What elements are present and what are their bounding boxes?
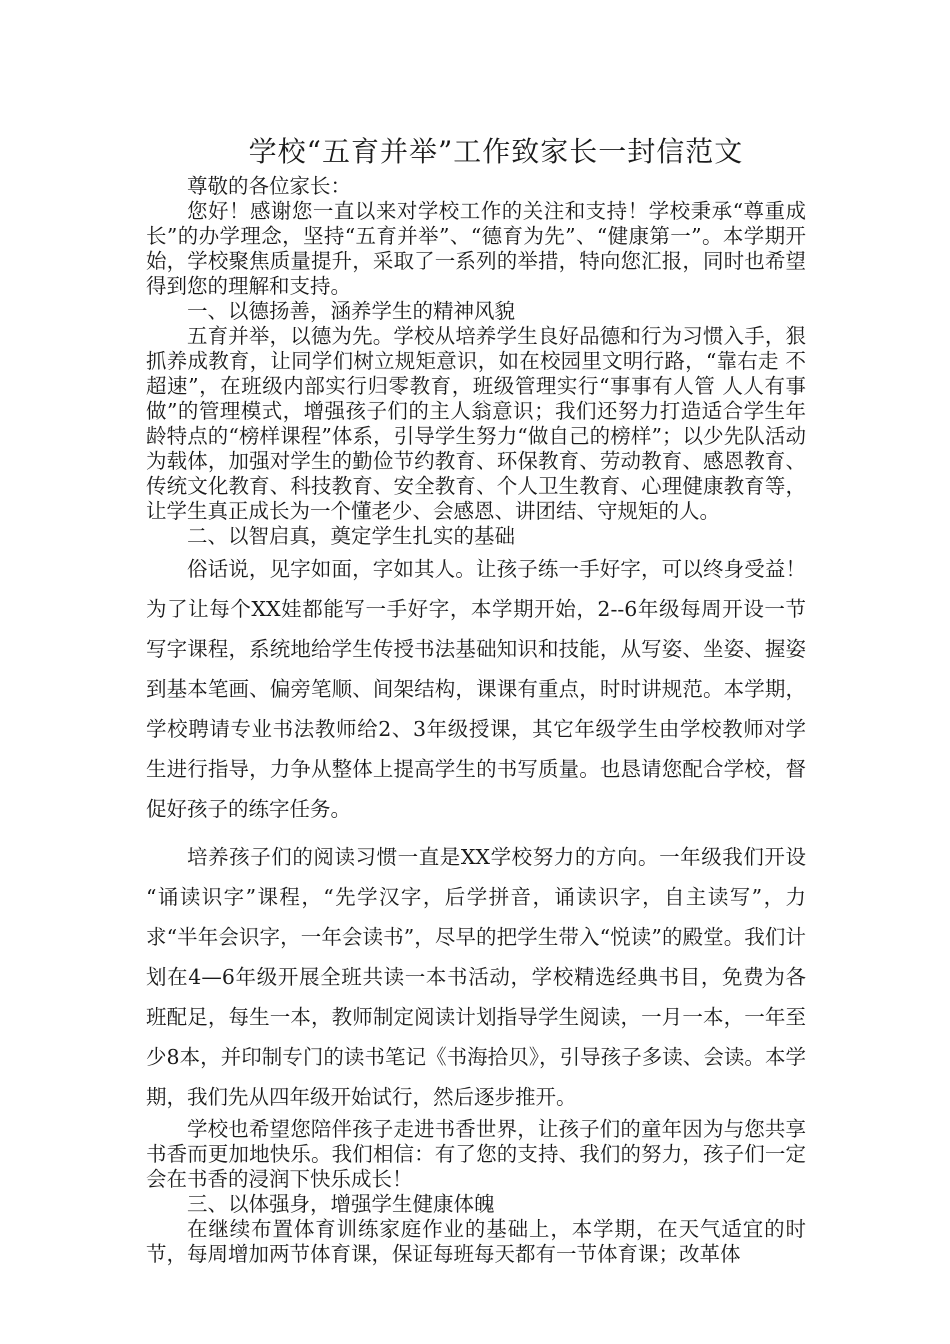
- intro-paragraph: 您好！感谢您一直以来对学校工作的关注和支持！学校秉承“尊重成长”的办学理念，坚持“五育并举”、“德育为先”、“健康第一”。本学期开始，学校聚焦质量提升，采取了一系列的举措，特向您汇报，同时也希望得到您的理解和支持。: [146, 199, 806, 298]
- document-title: 学校“五育并举”工作致家长一封信范文: [248, 135, 744, 168]
- section-2-heading: 二、以智启真，奠定学生扎实的基础: [187, 524, 515, 548]
- section-1-body: 五育并举，以德为先。学校从培养学生良好品德和行为习惯入手，狠抓养成教育，让同学们树立规矩意识，如在校园里文明行路，“靠右走 不超速”，在班级内部实行归零教育，班级管理实行“事事有人管 人人有事做”的管理模式，增强孩子们的主人翁意识；我们还努力打造适合学生年龄特点的“榜样课程”体系，引导学生努力“做自己的榜样”；以少先队活动为载体，加强对学生的勤俭节约教育、环保教育、劳动教育、感恩教育、传统文化教育、科技教育、安全教育、个人卫生教育、心理健康教育等，让学生真正成长为一个懂老少、会感恩、讲团结、守规矩的人。: [146, 324, 806, 523]
- section-1-heading: 一、以德扬善，涵养学生的精神风貌: [187, 299, 515, 323]
- section-2-handwriting-paragraph: 俗话说，见字如面，字如其人。让孩子练一手好字，可以终身受益！为了让每个XX娃都能写一手好字，本学期开始，2--6年级每周开设一节写字课程，系统地给学生传授书法基础知识和技能，从写姿、坐姿、握姿到基本笔画、偏旁笔顺、间架结构，课课有重点，时时讲规范。本学期，学校聘请专业书法教师给2、3年级授课，其它年级学生由学校教师对学生进行指导，力争从整体上提高学生的书写质量。也恳请您配合学校，督促好孩子的练字任务。: [146, 557, 806, 821]
- section-3-heading: 三、以体强身，增强学生健康体魄: [187, 1192, 495, 1216]
- section-2-reading-paragraph: 培养孩子们的阅读习惯一直是XX学校努力的方向。一年级我们开设 “诵读识字”课程，“先学汉字，后学拼音，诵读识字，自主读写”，力求“半年会识字，一年会读书”，尽早的把学生带入“悦读”的殿堂。我们计划在4—6年级开展全班共读一本书活动，学校精选经典书目，免费为各班配足，每生一本，教师制定阅读计划指导学生阅读，一月一本，一年至少8本，并印制专门的读书笔记《书海拾贝》，引导孩子多读、会读。本学期，我们先从四年级开始试行，然后逐步推开。: [146, 845, 806, 1109]
- section-3-body: 在继续布置体育训练家庭作业的基础上，本学期，在天气适宜的时节，每周增加两节体育课，保证每班每天都有一节体育课；改革体: [146, 1217, 806, 1266]
- section-2-closing-paragraph: 学校也希望您陪伴孩子走进书香世界，让孩子们的童年因为与您共享书香而更加地快乐。我们相信：有了您的支持、我们的努力，孩子们一定会在书香的浸润下快乐成长！: [146, 1117, 806, 1191]
- document-page: [146, 130, 806, 1267]
- salutation: 尊敬的各位家长：: [187, 174, 351, 198]
